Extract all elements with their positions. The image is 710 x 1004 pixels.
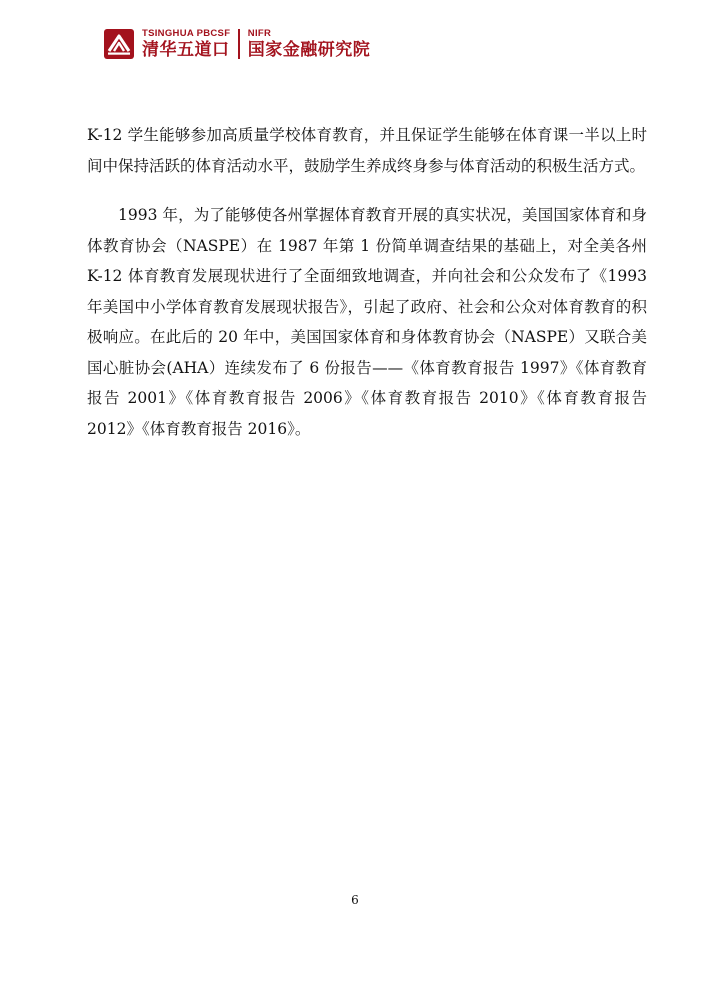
- document-body: [87, 120, 647, 444]
- page-header: [101, 24, 370, 64]
- logo-english-name: TSINGHUA PBCSF: [142, 28, 231, 40]
- paragraph-2: 1993 年，为了能够使各州掌握体育教育开展的真实状况，美国国家体育和身体教育协会（NASPE）在 1987 年第 1 份简单调查结果的基础上，对全美各州 K-12 体育教育发展现状进行了全面细致地调查，并向社会和公众发布了《1993 年美国中小学体育教育发展现状报告》，引起了政府、社会和公众对体育教育的积极响应。在此后的 20 年中，美国国家体育和身体教育协会（NASPE）又联合美国心脏协会(AHA）连续发布了 6 份报告——《体育教育报告 1997》《体育教育报告 2001》《体育教育报告 2006》《体育教育报告 2010》《体育教育报告 2012》《体育教育报告 2016》。: [87, 206, 647, 438]
- nifr-logo-text: [248, 29, 371, 59]
- paragraph-1: K-12 学生能够参加高质量学校体育教育，并且保证学生能够在体育课一半以上时间中保持活跃的体育活动水平，鼓励学生养成终身参与体育活动的积极生活方式。: [87, 126, 647, 175]
- org-english-name: NIFR: [247, 28, 272, 40]
- logo-divider: [238, 29, 240, 59]
- logo-chinese-name: 清华五道口: [142, 39, 230, 60]
- page-number: 6: [351, 893, 359, 907]
- pbcsf-logo-text: [142, 29, 230, 59]
- org-chinese-name: 国家金融研究院: [247, 39, 371, 60]
- institute-logo-icon: [101, 26, 137, 62]
